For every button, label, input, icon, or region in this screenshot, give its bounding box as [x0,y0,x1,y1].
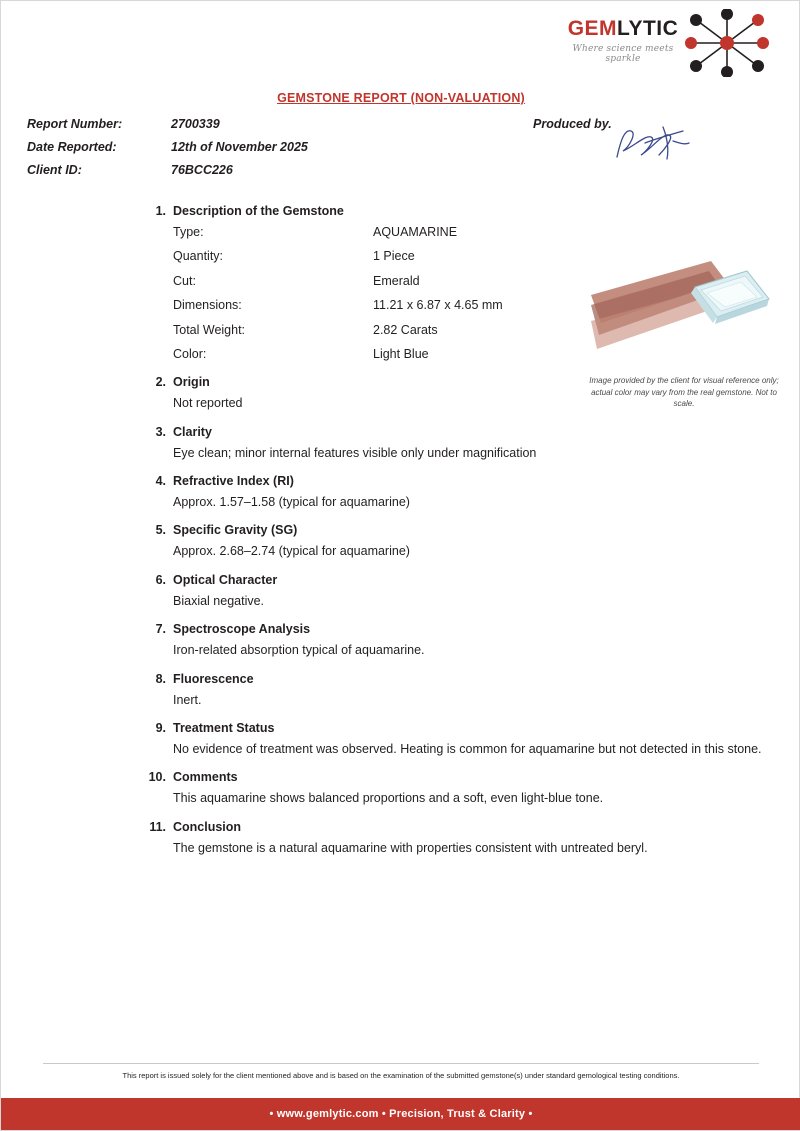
meta-row [27,117,547,131]
section-number: 6. [155,572,166,587]
section-title: Specific Gravity (SG) [173,523,298,538]
section-content: This aquamarine shows balanced proportions and a soft, even light-blue tone. [173,791,604,806]
section-number: 11. [149,819,166,834]
section-heading [141,204,779,218]
spec-value: AQUAMARINE [373,225,458,239]
section-heading [141,622,779,636]
section-content [173,223,779,364]
spec-row [173,247,779,266]
section-number: 9. [155,720,166,735]
spec-key: Cut: [173,273,196,288]
spec-value: 2.82 Carats [373,322,438,337]
section-title: Clarity [173,424,212,439]
brand-name [563,17,683,41]
brand-logo-text [563,17,683,64]
spec-row [173,272,779,291]
spec-key: Dimensions: [173,298,242,313]
section-title: Optical Character [173,572,278,587]
section-refractive-index [141,474,779,512]
section-heading [141,474,779,488]
section-treatment-status [141,721,779,759]
section-optical-character [141,573,779,611]
brand-tagline: Where science meets sparkle [572,44,674,64]
spec-value: Light Blue [373,346,429,361]
meta-label: Client ID: [27,163,82,177]
spec-row [173,223,779,242]
gemstone-image-caption: Image provided by the client for visual reference only; actual color may vary from the real gemstone. Not to scale. [589,376,779,409]
section-comments [141,770,779,808]
meta-row [27,140,547,154]
brand-logo [563,9,773,77]
page-title: GEMSTONE REPORT (NON-VALUATION) [277,91,525,105]
spec-key: Total Weight: [173,322,246,337]
section-description [141,204,779,364]
meta-label: Date Reported: [27,140,117,154]
section-fluorescence [141,672,779,710]
section-title: Comments [173,770,238,785]
footer-bar [1,1098,800,1130]
section-heading [141,375,779,389]
section-conclusion [141,820,779,858]
section-content: Approx. 2.68–2.74 (typical for aquamarine) [173,544,410,559]
section-content: Inert. [173,692,202,707]
section-clarity [141,425,779,463]
section-spectroscope-analysis [141,622,779,660]
spec-row [173,296,779,315]
gem-burst-icon [685,9,769,77]
footer-disclaimer: This report is issued solely for the client mentioned above and is based on the examination of the submitted gemstone(s) under standard gemological testing conditions. [122,1071,680,1080]
meta-row [27,163,547,177]
report-meta [27,117,547,186]
section-specific-gravity [141,523,779,561]
section-content: Eye clean; minor internal features visible only under magnification [173,445,537,460]
spec-value: 1 Piece [373,249,415,264]
section-title: Spectroscope Analysis [173,622,311,637]
meta-label: Report Number: [27,117,123,131]
spec-value: Emerald [373,273,420,288]
produced-by-label: Produced by. [533,117,612,131]
brand-name-part1: GEM [567,17,618,40]
section-number: 5. [155,523,166,538]
section-heading [141,573,779,587]
spec-row [173,321,779,340]
section-title: Fluorescence [173,671,254,686]
section-number: 10. [148,770,166,785]
spec-key: Color: [173,346,207,361]
brand-name-part2: LYTIC [617,17,679,40]
section-origin [141,375,779,413]
section-number: 2. [155,375,166,390]
spec-key: Type: [173,225,204,239]
footer-bar-text: • www.gemlytic.com • Precision, Trust & Clarity • [269,1108,533,1120]
section-title: Conclusion [173,819,242,834]
footer-divider [43,1063,759,1064]
meta-value: 2700339 [171,117,220,131]
meta-value: 76BCC226 [171,163,233,177]
section-number: 8. [155,671,166,686]
section-heading [141,721,779,735]
spec-value: 11.21 x 6.87 x 4.65 mm [373,298,503,313]
signature-icon [611,123,691,165]
section-heading [141,770,779,784]
section-content: Not reported [173,396,243,411]
section-heading [141,820,779,834]
report-body [141,204,779,869]
section-content: Iron-related absorption typical of aquamarine. [173,643,425,658]
section-title: Origin [173,375,210,390]
section-title: Description of the Gemstone [173,204,344,218]
spec-row [173,345,779,364]
section-content: The gemstone is a natural aquamarine with properties consistent with untreated beryl. [173,840,648,855]
spec-key: Quantity: [173,249,224,264]
section-heading [141,523,779,537]
section-number: 7. [155,622,166,637]
meta-value: 12th of November 2025 [171,140,308,154]
section-content: Approx. 1.57–1.58 (typical for aquamarine) [173,495,410,509]
section-number: 4. [155,474,166,488]
section-content: Biaxial negative. [173,593,265,608]
section-content: No evidence of treatment was observed. Heating is common for aquamarine but not detected in this stone. [173,741,762,756]
section-heading [141,672,779,686]
section-number: 3. [155,424,166,439]
section-title: Treatment Status [173,720,275,735]
section-heading [141,425,779,439]
section-title: Refractive Index (RI) [173,474,294,488]
section-number: 1. [155,204,166,218]
